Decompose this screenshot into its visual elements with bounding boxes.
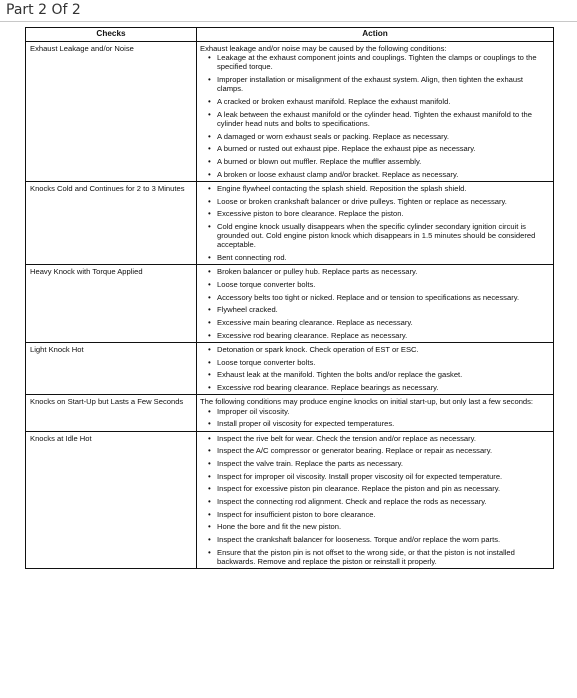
action-intro: The following conditions may produce engine knocks on initial start-up, but only last a few seconds: [200, 397, 534, 407]
action-item: • A leak between the exhaust manifold or the cylinder head. Tighten the exhaust manifold to the cylinder head nuts and bolts to specifications. [206, 110, 550, 128]
action-item: • A broken or loose exhaust clamp and/or bracket. Replace as necessary. [206, 170, 550, 179]
action-item: • A cracked or broken exhaust manifold. Replace the exhaust manifold. [206, 97, 550, 106]
action-item: • Loose or broken crankshaft balancer or drive pulleys. Tighten or replace as necessary. [206, 197, 550, 206]
action-item: • Inspect the rive belt for wear. Check the tension and/or replace as necessary. [206, 434, 550, 443]
action-item: • Hone the bore and fit the new piston. [206, 522, 550, 531]
action-list [200, 184, 550, 262]
table-row [26, 265, 554, 343]
action-item: • Inspect for excessive piston pin clearance. Replace the piston and pin as necessary. [206, 484, 550, 493]
action-item: • Excessive piston to bore clearance. Replace the piston. [206, 209, 550, 218]
table-header-row [26, 28, 554, 42]
action-cell [197, 343, 554, 395]
action-intro: Exhaust leakage and/or noise may be caused by the following conditions: [200, 44, 447, 53]
action-cell [197, 431, 554, 569]
action-list [200, 267, 550, 340]
action-item: • Leakage at the exhaust component joints and couplings. Tighten the clamps or couplings to the specified torque. [206, 53, 550, 71]
action-item: • Inspect for improper oil viscosity. Install proper viscosity oil for expected temperature. [206, 472, 550, 481]
action-cell [197, 395, 554, 431]
action-item: • Improper oil viscosity. [206, 407, 550, 416]
action-cell [197, 42, 554, 182]
action-item: • Accessory belts too tight or nicked. Replace and or tension to specifications as necessary. [206, 293, 550, 302]
action-cell [197, 265, 554, 343]
action-item: • Engine flywheel contacting the splash shield. Reposition the splash shield. [206, 184, 550, 193]
action-list [200, 53, 550, 179]
action-item: • Excessive main bearing clearance. Replace as necessary. [206, 318, 550, 327]
action-list [200, 345, 550, 392]
check-condition: Light Knock Hot [26, 343, 197, 395]
check-condition: Knocks Cold and Continues for 2 to 3 Minutes [26, 181, 197, 264]
table-row [26, 181, 554, 264]
action-item: • A damaged or worn exhaust seals or packing. Replace as necessary. [206, 132, 550, 141]
action-item: • A burned or blown out muffler. Replace the muffler assembly. [206, 157, 550, 166]
action-item: • Broken balancer or pulley hub. Replace parts as necessary. [206, 267, 550, 276]
check-condition: Exhaust Leakage and/or Noise [26, 42, 197, 182]
check-condition: Knocks at Idle Hot [26, 431, 197, 569]
action-item: • Flywheel cracked. [206, 305, 550, 314]
action-item: • Improper installation or misalignment of the exhaust system. Align, then tighten the exhaust clamps. [206, 75, 550, 93]
action-item: • Loose torque converter bolts. [206, 280, 550, 289]
table-row [26, 343, 554, 395]
action-item: • Install proper oil viscosity for expected temperatures. [206, 419, 550, 428]
action-item: • Inspect the crankshaft balancer for looseness. Torque and/or replace the worn parts. [206, 535, 550, 544]
action-item: • A burned or rusted out exhaust pipe. Replace the exhaust pipe as necessary. [206, 144, 550, 153]
checks-column-header: Checks [26, 28, 197, 42]
action-column-header: Action [197, 28, 554, 42]
action-item: • Inspect the valve train. Replace the parts as necessary. [206, 459, 550, 468]
action-item: • Excessive rod bearing clearance. Replace as necessary. [206, 331, 550, 340]
part-label: Part 2 Of 2 [6, 2, 81, 18]
table-row [26, 42, 554, 182]
diagnosis-table [25, 27, 554, 569]
action-item: • Inspect the connecting rod alignment. Check and replace the rods as necessary. [206, 497, 550, 506]
check-condition: Heavy Knock with Torque Applied [26, 265, 197, 343]
action-item: • Bent connecting rod. [206, 253, 550, 262]
part-divider [0, 21, 577, 22]
table-row [26, 395, 554, 431]
action-item: • Detonation or spark knock. Check operation of EST or ESC. [206, 345, 550, 354]
action-item: • Cold engine knock usually disappears when the specific cylinder secondary ignition circuit is grounded out. Cold engine piston knock which disappears in 1.5 minutes should be considered acceptable. [206, 222, 550, 250]
action-item: • Ensure that the piston pin is not offset to the wrong side, or that the piston is not installed backwards. Remove and replace the piston or reinstall it properly. [206, 548, 550, 566]
table-body [26, 42, 554, 569]
check-condition: Knocks on Start-Up but Lasts a Few Seconds [26, 395, 197, 431]
action-cell [197, 181, 554, 264]
action-item: • Excessive rod bearing clearance. Replace bearings as necessary. [206, 383, 550, 392]
action-list [200, 434, 550, 567]
action-item: • Inspect the A/C compressor or generator bearing. Replace or repair as necessary. [206, 446, 550, 455]
action-item: • Inspect for insufficient piston to bore clearance. [206, 510, 550, 519]
action-list [200, 407, 550, 429]
table-row [26, 431, 554, 569]
action-item: • Loose torque converter bolts. [206, 358, 550, 367]
action-item: • Exhaust leak at the manifold. Tighten the bolts and/or replace the gasket. [206, 370, 550, 379]
